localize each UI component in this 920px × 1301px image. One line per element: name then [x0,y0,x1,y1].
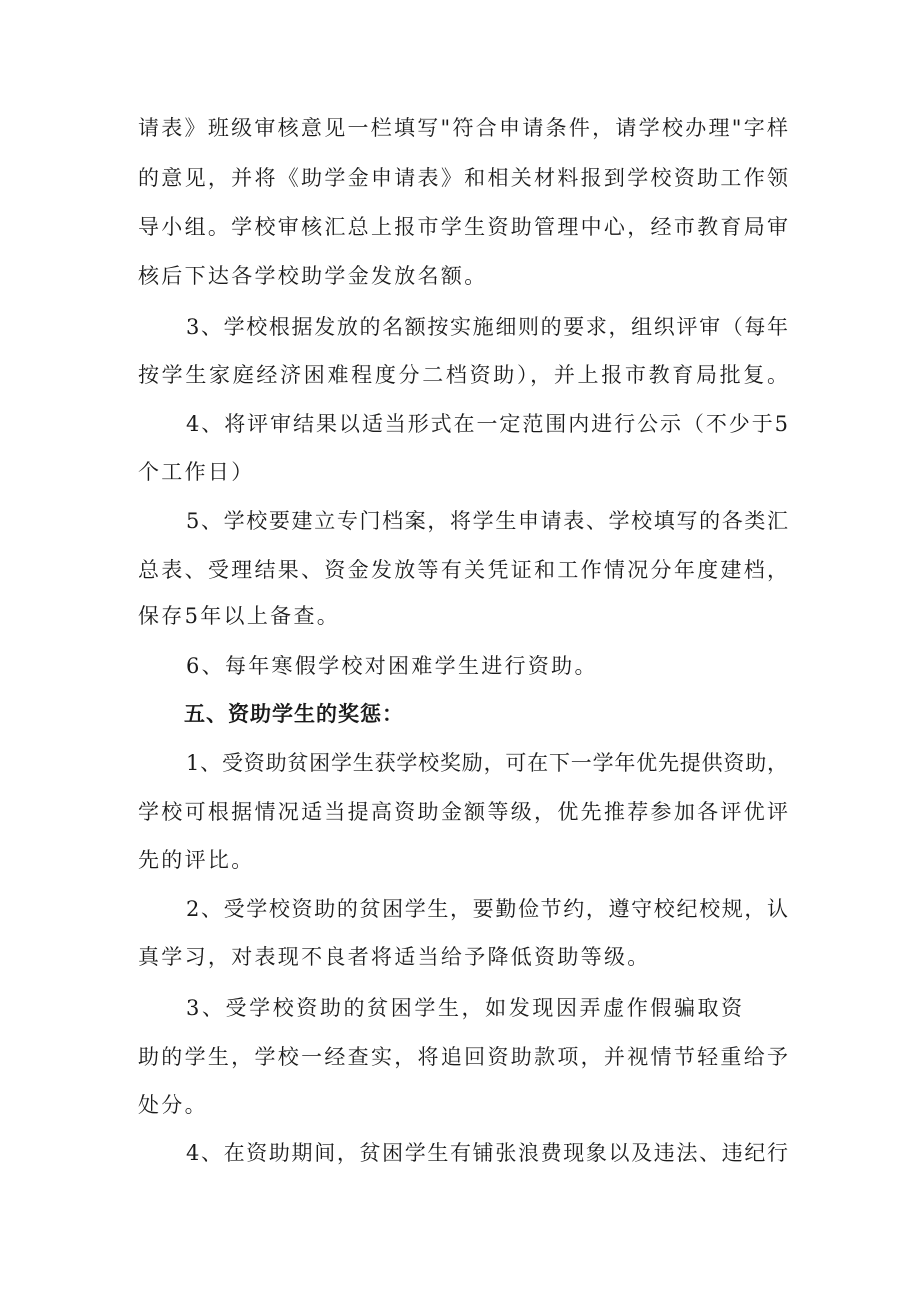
section-heading-rewards-penalties: 五、资助学生的奖惩： [184,702,404,726]
reward-1-line-2: 学校可根据情况适当提高资助金额等级，优先推荐参加各评优评 [138,800,788,824]
paragraph-line-4: 核后下达各学校助学金发放名额。 [138,264,488,288]
paragraph-line-2: 的意见，并将《助学金申请表》和相关材料报到学校资助工作领 [138,166,788,190]
item-5-line-1: 5、学校要建立专门档案，将学生申请表、学校填写的各类汇 [186,509,788,533]
reward-3-line-1: 3、受学校资助的贫困学生，如发现因弄虚作假骗取资 [186,996,745,1020]
reward-3-line-2: 助的学生，学校一经查实，将追回资助款项，并视情节轻重给予 [138,1045,788,1069]
item-3-line-1: 3、学校根据发放的名额按实施细则的要求，组织评审（每年 [186,315,788,339]
reward-1-line-3: 先的评比。 [138,848,255,872]
paragraph-line-1: 请表》班级审核意见一栏填写"符合申请条件，请学校办理"字样 [138,116,788,140]
item-4-line-2: 个工作日） [138,460,255,484]
paragraph-line-3: 导小组。学校审核汇总上报市学生资助管理中心，经市教育局审 [138,215,788,239]
item-5-line-2: 总表、受理结果、资金发放等有关凭证和工作情况分年度建档， [138,558,788,582]
reward-2-line-2: 真学习，对表现不良者将适当给予降低资助等级。 [138,945,651,969]
reward-1-line-1: 1、受资助贫困学生获学校奖励，可在下一学年优先提供资助， [186,751,788,775]
reward-3-line-3: 处分。 [138,1093,208,1117]
reward-2-line-1: 2、受学校资助的贫困学生，要勤俭节约，遵守校纪校规，认 [186,897,788,921]
item-4-line-1: 4、将评审结果以适当形式在一定范围内进行公示（不少于5 [186,412,788,436]
reward-4-line-1: 4、在资助期间，贫困学生有铺张浪费现象以及违法、违纪行 [186,1141,788,1165]
item-5-line-3: 保存5年以上备查。 [138,604,341,628]
item-3-line-2: 按学生家庭经济困难程度分二档资助），并上报市教育局批复。 [138,363,788,387]
item-6-line-1: 6、每年寒假学校对困难学生进行资助。 [186,654,598,678]
